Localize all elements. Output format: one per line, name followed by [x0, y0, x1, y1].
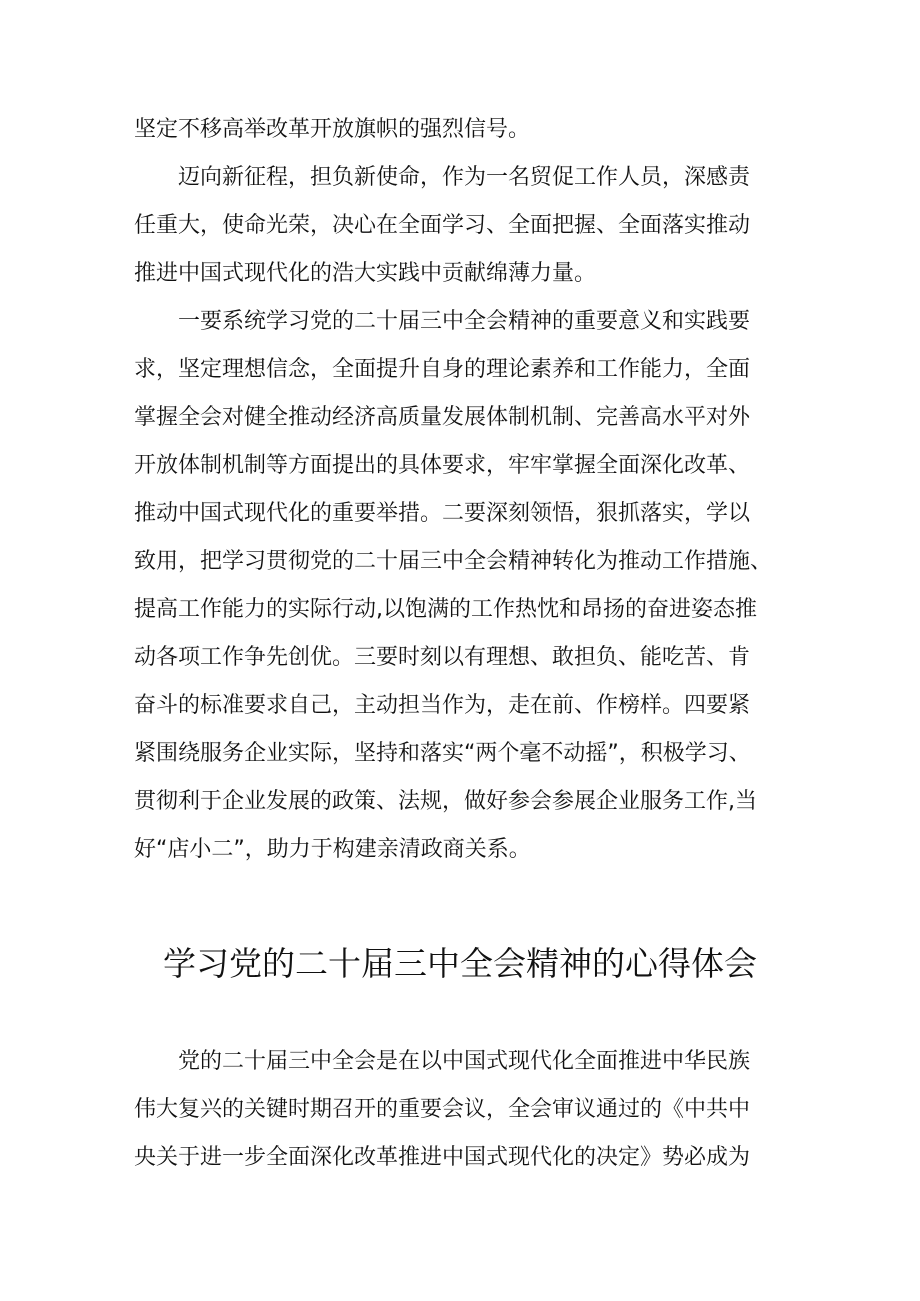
text-line: 动各项工作争先创优。三要时刻以有理想、敢担负、能吃苦、肯 — [134, 645, 751, 670]
text-line: 提高工作能力的实际行动,以饱满的工作热忱和昂扬的奋进姿态推 — [134, 597, 757, 622]
text-line: 开放体制机制等方面提出的具体要求，牢牢掌握全面深化改革、 — [134, 453, 751, 478]
body-text-block-1 — [134, 106, 794, 874]
body-text-block-2 — [134, 1038, 794, 1182]
text-line: 贯彻利于企业发展的政策、法规，做好参会参展企业服务工作,当 — [134, 789, 757, 814]
text-line: 任重大，使命光荣，决心在全面学习、全面把握、全面落实推动 — [134, 213, 751, 238]
text-line: 一要系统学习党的二十届三中全会精神的重要意义和实践要 — [178, 309, 751, 334]
text-line: 推动中国式现代化的重要举措。二要深刻领悟，狠抓落实，学以 — [134, 501, 751, 526]
text-line: 紧围绕服务企业实际，坚持和落实“两个毫不动摇”，积极学习、 — [134, 741, 751, 766]
text-line: 奋斗的标准要求自己，主动担当作为，走在前、作榜样。四要紧 — [134, 693, 751, 718]
text-line: 央关于进一步全面深化改革推进中国式现代化的决定》势必成为 — [134, 1145, 751, 1170]
text-line: 伟大复兴的关键时期召开的重要会议，全会审议通过的《中共中 — [134, 1097, 751, 1122]
text-line: 致用，把学习贯彻党的二十届三中全会精神转化为推动工作措施、 — [134, 549, 773, 574]
text-line: 坚定不移高举改革开放旗帜的强烈信号。 — [134, 117, 531, 142]
text-line: 掌握全会对健全推动经济高质量发展体制机制、完善高水平对外 — [134, 405, 751, 430]
text-line: 推进中国式现代化的浩大实践中贡献绵薄力量。 — [134, 261, 597, 286]
text-line: 党的二十届三中全会是在以中国式现代化全面推进中华民族 — [178, 1049, 751, 1074]
section-heading: 学习党的二十届三中全会精神的心得体会 — [163, 944, 757, 983]
text-line: 好“店小二”，助力于构建亲清政商关系。 — [134, 837, 531, 862]
text-line: 求，坚定理想信念，全面提升自身的理论素养和工作能力，全面 — [134, 357, 751, 382]
text-line: 迈向新征程，担负新使命，作为一名贸促工作人员，深感责 — [178, 165, 751, 190]
